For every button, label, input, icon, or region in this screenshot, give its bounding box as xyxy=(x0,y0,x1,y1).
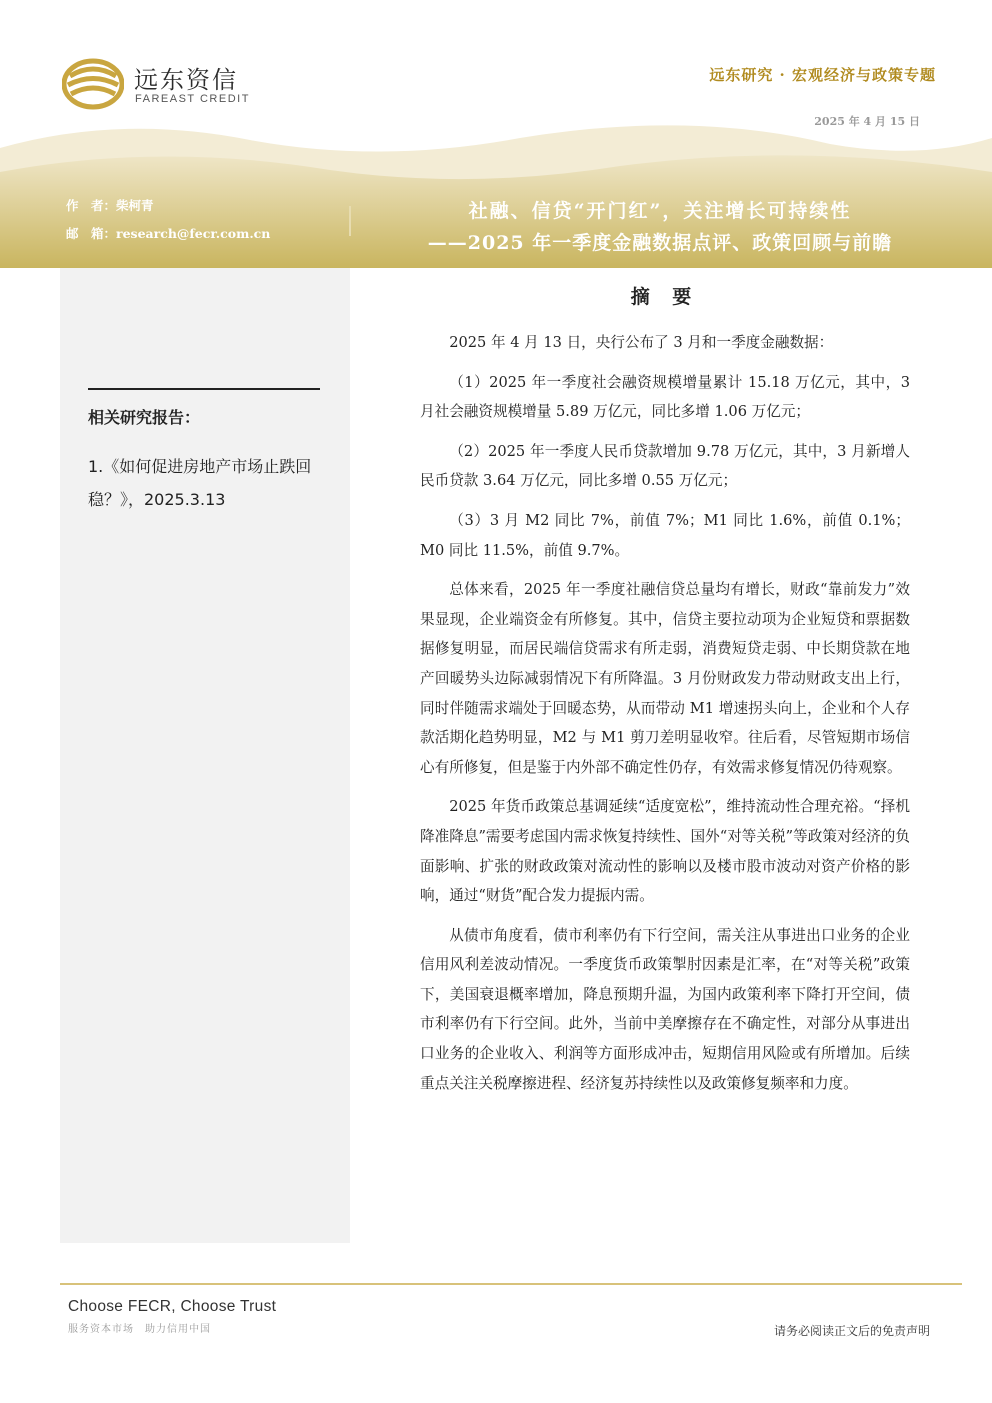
abstract-paragraph: 总体来看，2025 年一季度社融信贷总量均有增长，财政“靠前发力”效果显现，企业端资金有所修复。其中，信贷主要拉动项为企业短贷和票据数据修复明显，而居民端信贷需求有所走弱，消费短贷走弱、中长期贷款在地产回暖势头边际减弱情况下有所降温。3 月份财政发力带动财政支出上行，同时伴随需求端处于回暖态势，从而带动 M1 增速拐头向上，企业和个人存款活期化趋势明显，M2 与 M1 剪刀差明显收窄。往后看，尽管短期市场信心有所修复，但是鉴于内外部不确定性仍存，有效需求修复情况仍待观察。 xyxy=(420,581,910,776)
related-reports-heading: 相关研究报告： xyxy=(88,408,201,427)
abstract-paragraph: 从债市角度看，债市利率仍有下行空间，需关注从事进出口业务的企业信用风利差波动情况。一季度货币政策掣肘因素是汇率，在“对等关税”政策下，美国衰退概率增加，降息预期升温，为国内政策利率下降打开空间，债市利率仍有下行空间。此外，当前中美摩擦存在不确定性，对部分从事进出口业务的企业收入、利润等方面形成冲击，短期信用风险或有所增加。后续重点关注关税摩擦进程、经济复苏持续性以及政策修复频率和力度。 xyxy=(420,926,910,1092)
abstract-title: 摘 要 xyxy=(630,286,700,308)
abstract-paragraph: 2025 年货币政策总基调延续“适度宽松”，维持流动性合理充裕。“择机降准降息”需要考虑国内需求恢复持续性、国外“对等关税”等政策对经济的负面影响、扩张的财政政策对流动性的影响以及楼市股市波动对资产价格的影响，通过“财货”配合发力提振内需。 xyxy=(420,798,910,905)
report-subtitle: ——2025 年一季度金融数据点评、政策回顾与前瞻 xyxy=(427,232,893,254)
report-title: 社融、信贷“开门红”，关注增长可持续性 xyxy=(468,200,852,222)
logo-english-name: FAREAST CREDIT xyxy=(135,93,250,105)
abstract-paragraph: 2025 年 4 月 13 日，央行公布了 3 月和一季度金融数据： xyxy=(449,334,834,351)
footer-disclaimer: 请务必阅读正文后的免责声明 xyxy=(773,1324,930,1338)
footer-subslogan: 服务资本市场 助力信用中国 xyxy=(68,1324,211,1335)
abstract-paragraph: （3）3 月 M2 同比 7%，前值 7%；M1 同比 1.6%，前值 0.1%；M0 同比 11.5%，前值 9.7%。 xyxy=(420,511,910,559)
report-date: 2025 年 4 月 15 日 xyxy=(814,115,920,128)
email-line: 邮 箱：research@fecr.com.cn xyxy=(66,226,271,241)
related-report-link[interactable]: 1.《如何促进房地产市场止跌回稳？》，2025.3.13 xyxy=(88,457,312,509)
abstract-paragraph: （1）2025 年一季度社会融资规模增量累计 15.18 万亿元，其中，3 月社会融资规模增量 5.89 万亿元，同比多增 1.06 万亿元； xyxy=(420,373,910,421)
fareast-logo-icon xyxy=(62,58,124,110)
author-line: 作 者：柴柯青 xyxy=(66,198,154,213)
sidebar-divider xyxy=(88,388,320,390)
abstract-body xyxy=(420,328,910,1108)
logo-chinese-name: 远东资信 xyxy=(134,66,238,94)
footer-slogan: Choose FECR, Choose Trust xyxy=(68,1298,277,1315)
abstract-paragraph: （2）2025 年一季度人民币贷款增加 9.78 万亿元，其中，3 月新增人民币贷款 3.64 万亿元，同比多增 0.55 万亿元； xyxy=(420,442,910,490)
banner-divider xyxy=(349,206,351,236)
footer-divider xyxy=(60,1283,962,1285)
report-series: 远东研究 · 宏观经济与政策专题 xyxy=(709,66,936,84)
